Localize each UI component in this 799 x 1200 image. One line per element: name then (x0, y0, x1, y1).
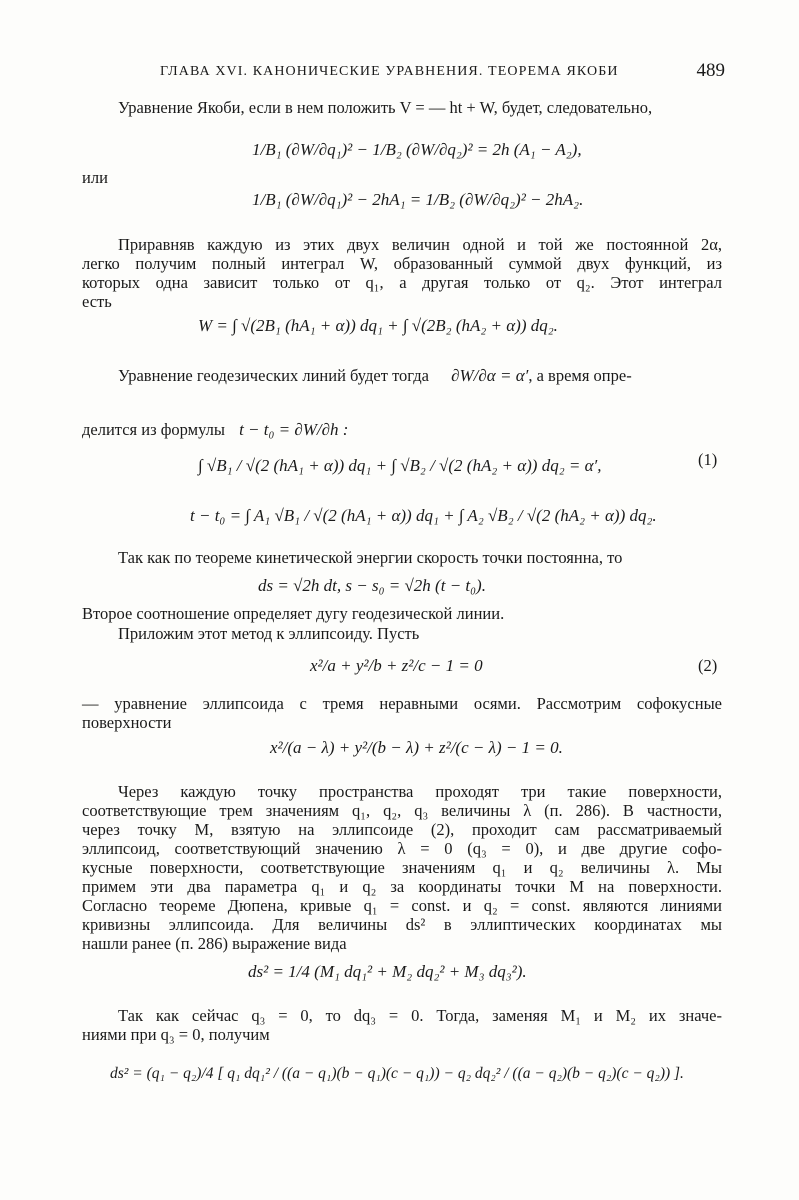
equation-2-ellipsoid: x²/a + y²/b + z²/c − 1 = 0 (310, 656, 483, 675)
equation-ds-squared: ds² = 1/4 (M₁ dq₁² + M₂ dq₂² + M₃ dq₃²). (248, 962, 527, 981)
paragraph-integral-line-1: Приравняв каждую из этих двух величин одной и той же постоянной 2α, (118, 235, 722, 254)
page-number: 489 (696, 60, 725, 81)
paragraph-dupin-line-8: кривизны эллипсоида. Для величины ds² в эллиптических координатах мы (82, 915, 722, 934)
equation-full-integral: W = ∫ √(2B₁ (hA₁ + α)) dq₁ + ∫ √(2B₂ (hA₂ + α)) dq₂. (198, 316, 558, 335)
paragraph-dupin-line-7: Согласно теореме Дюпена, кривые q₁ = const. и q₂ = const. являются линиями (82, 896, 722, 915)
paragraph-confocal-line-1: — уравнение эллипсоида с тремя неравными осями. Рассмотрим софокусные (82, 694, 722, 713)
equation-label-2: (2) (698, 656, 718, 675)
paragraph-dupin-line-5: кусные поверхности, соответствующие значениям q₁ и q₂ величины λ. Мы (82, 858, 722, 877)
geodesic-text: Уравнение геодезических линий будет тогда (118, 366, 429, 385)
equation-ds-squared-final: ds² = (q₁ − q₂)/4 [ q₁ dq₁² / ((a − q₁)(b − q₁)(c − q₁)) − q₂ dq₂² / ((a − q₂)(b − q₂)(c − q₂)) ]. (110, 1065, 684, 1082)
paragraph-integral-line-4: есть (82, 292, 112, 311)
paragraph-geodesic-start (118, 366, 632, 386)
equation-jacobi-a: 1/B₁ (∂W/∂q₁)² − 1/B₂ (∂W/∂q₂)² = 2h (A₁ − A₂), (252, 140, 582, 159)
equation-jacobi-b: 1/B₁ (∂W/∂q₁)² − 2hA₁ = 1/B₂ (∂W/∂q₂)² − 2hA₂. (252, 190, 584, 209)
time-derivative: t − t₀ = ∂W/∂h : (239, 420, 349, 439)
paragraph-time-formula (82, 420, 348, 440)
paragraph-jacobi-intro: Уравнение Якоби, если в нем положить V = — ht + W, будет, следовательно, (118, 98, 653, 117)
geodesic-text-end: , а время опре- (528, 366, 632, 385)
paragraph-ellipsoid-intro: Приложим этот метод к эллипсоиду. Пусть (118, 624, 420, 643)
time-text: делится из формулы (82, 420, 225, 439)
paragraph-dupin-line-3: через точку M, взятую на эллипсоиде (2), проходит сам рассматриваемый (82, 820, 722, 839)
paragraph-integral-line-3: которых одна зависит только от q₁, а другая только от q₂. Этот интеграл (82, 273, 722, 292)
equation-1-line-1: ∫ √B₁ / √(2 (hA₁ + α)) dq₁ + ∫ √B₂ / √(2 (hA₂ + α)) dq₂ = α′, (198, 456, 602, 475)
paragraph-dupin-line-1: Через каждую точку пространства проходят три такие поверхности, (118, 782, 722, 801)
word-or: или (82, 168, 108, 187)
paragraph-dupin-line-9: нашли ранее (п. 286) выражение вида (82, 934, 347, 953)
paragraph-kinetic-energy: Так как по теореме кинетической энергии скорость точки постоянна, то (118, 548, 623, 567)
paragraph-dupin-line-4: эллипсоид, соответствующий значению λ = 0 (q₃ = 0), и две другие софо- (82, 839, 722, 858)
paragraph-integral-line-2: легко получим полный интеграл W, образованный суммой двух функций, из (82, 254, 722, 273)
paragraph-substitution-line-2: ниями при q₃ = 0, получим (82, 1025, 270, 1044)
paragraph-dupin-line-2: соответствующие трем значениям q₁, q₂, q₃ величины λ (п. 286). В частности, (82, 801, 722, 820)
paragraph-confocal-line-2: поверхности (82, 713, 172, 732)
paragraph-substitution-line-1: Так как сейчас q₃ = 0, то dq₃ = 0. Тогда, заменяя M₁ и M₂ их значе- (118, 1006, 722, 1025)
equation-label-1: (1) (698, 450, 718, 469)
geodesic-derivative: ∂W/∂α = α′ (451, 366, 529, 385)
paragraph-dupin-line-6: примем эти два параметра q₁ и q₂ за координаты точки M на поверхности. (82, 877, 722, 896)
chapter-title: ГЛАВА XVI. КАНОНИЧЕСКИЕ УРАВНЕНИЯ. ТЕОРЕМА ЯКОБИ (160, 64, 619, 79)
equation-arc-length: ds = √2h dt, s − s₀ = √2h (t − t₀). (258, 576, 486, 595)
equation-confocal-surfaces: x²/(a − λ) + y²/(b − λ) + z²/(c − λ) − 1 = 0. (270, 738, 563, 757)
equation-1-line-2: t − t₀ = ∫ A₁ √B₁ / √(2 (hA₁ + α)) dq₁ + ∫ A₂ √B₂ / √(2 (hA₂ + α)) dq₂. (190, 506, 657, 525)
paragraph-second-relation: Второе соотношение определяет дугу геодезической линии. (82, 604, 505, 623)
page-header (160, 60, 725, 86)
